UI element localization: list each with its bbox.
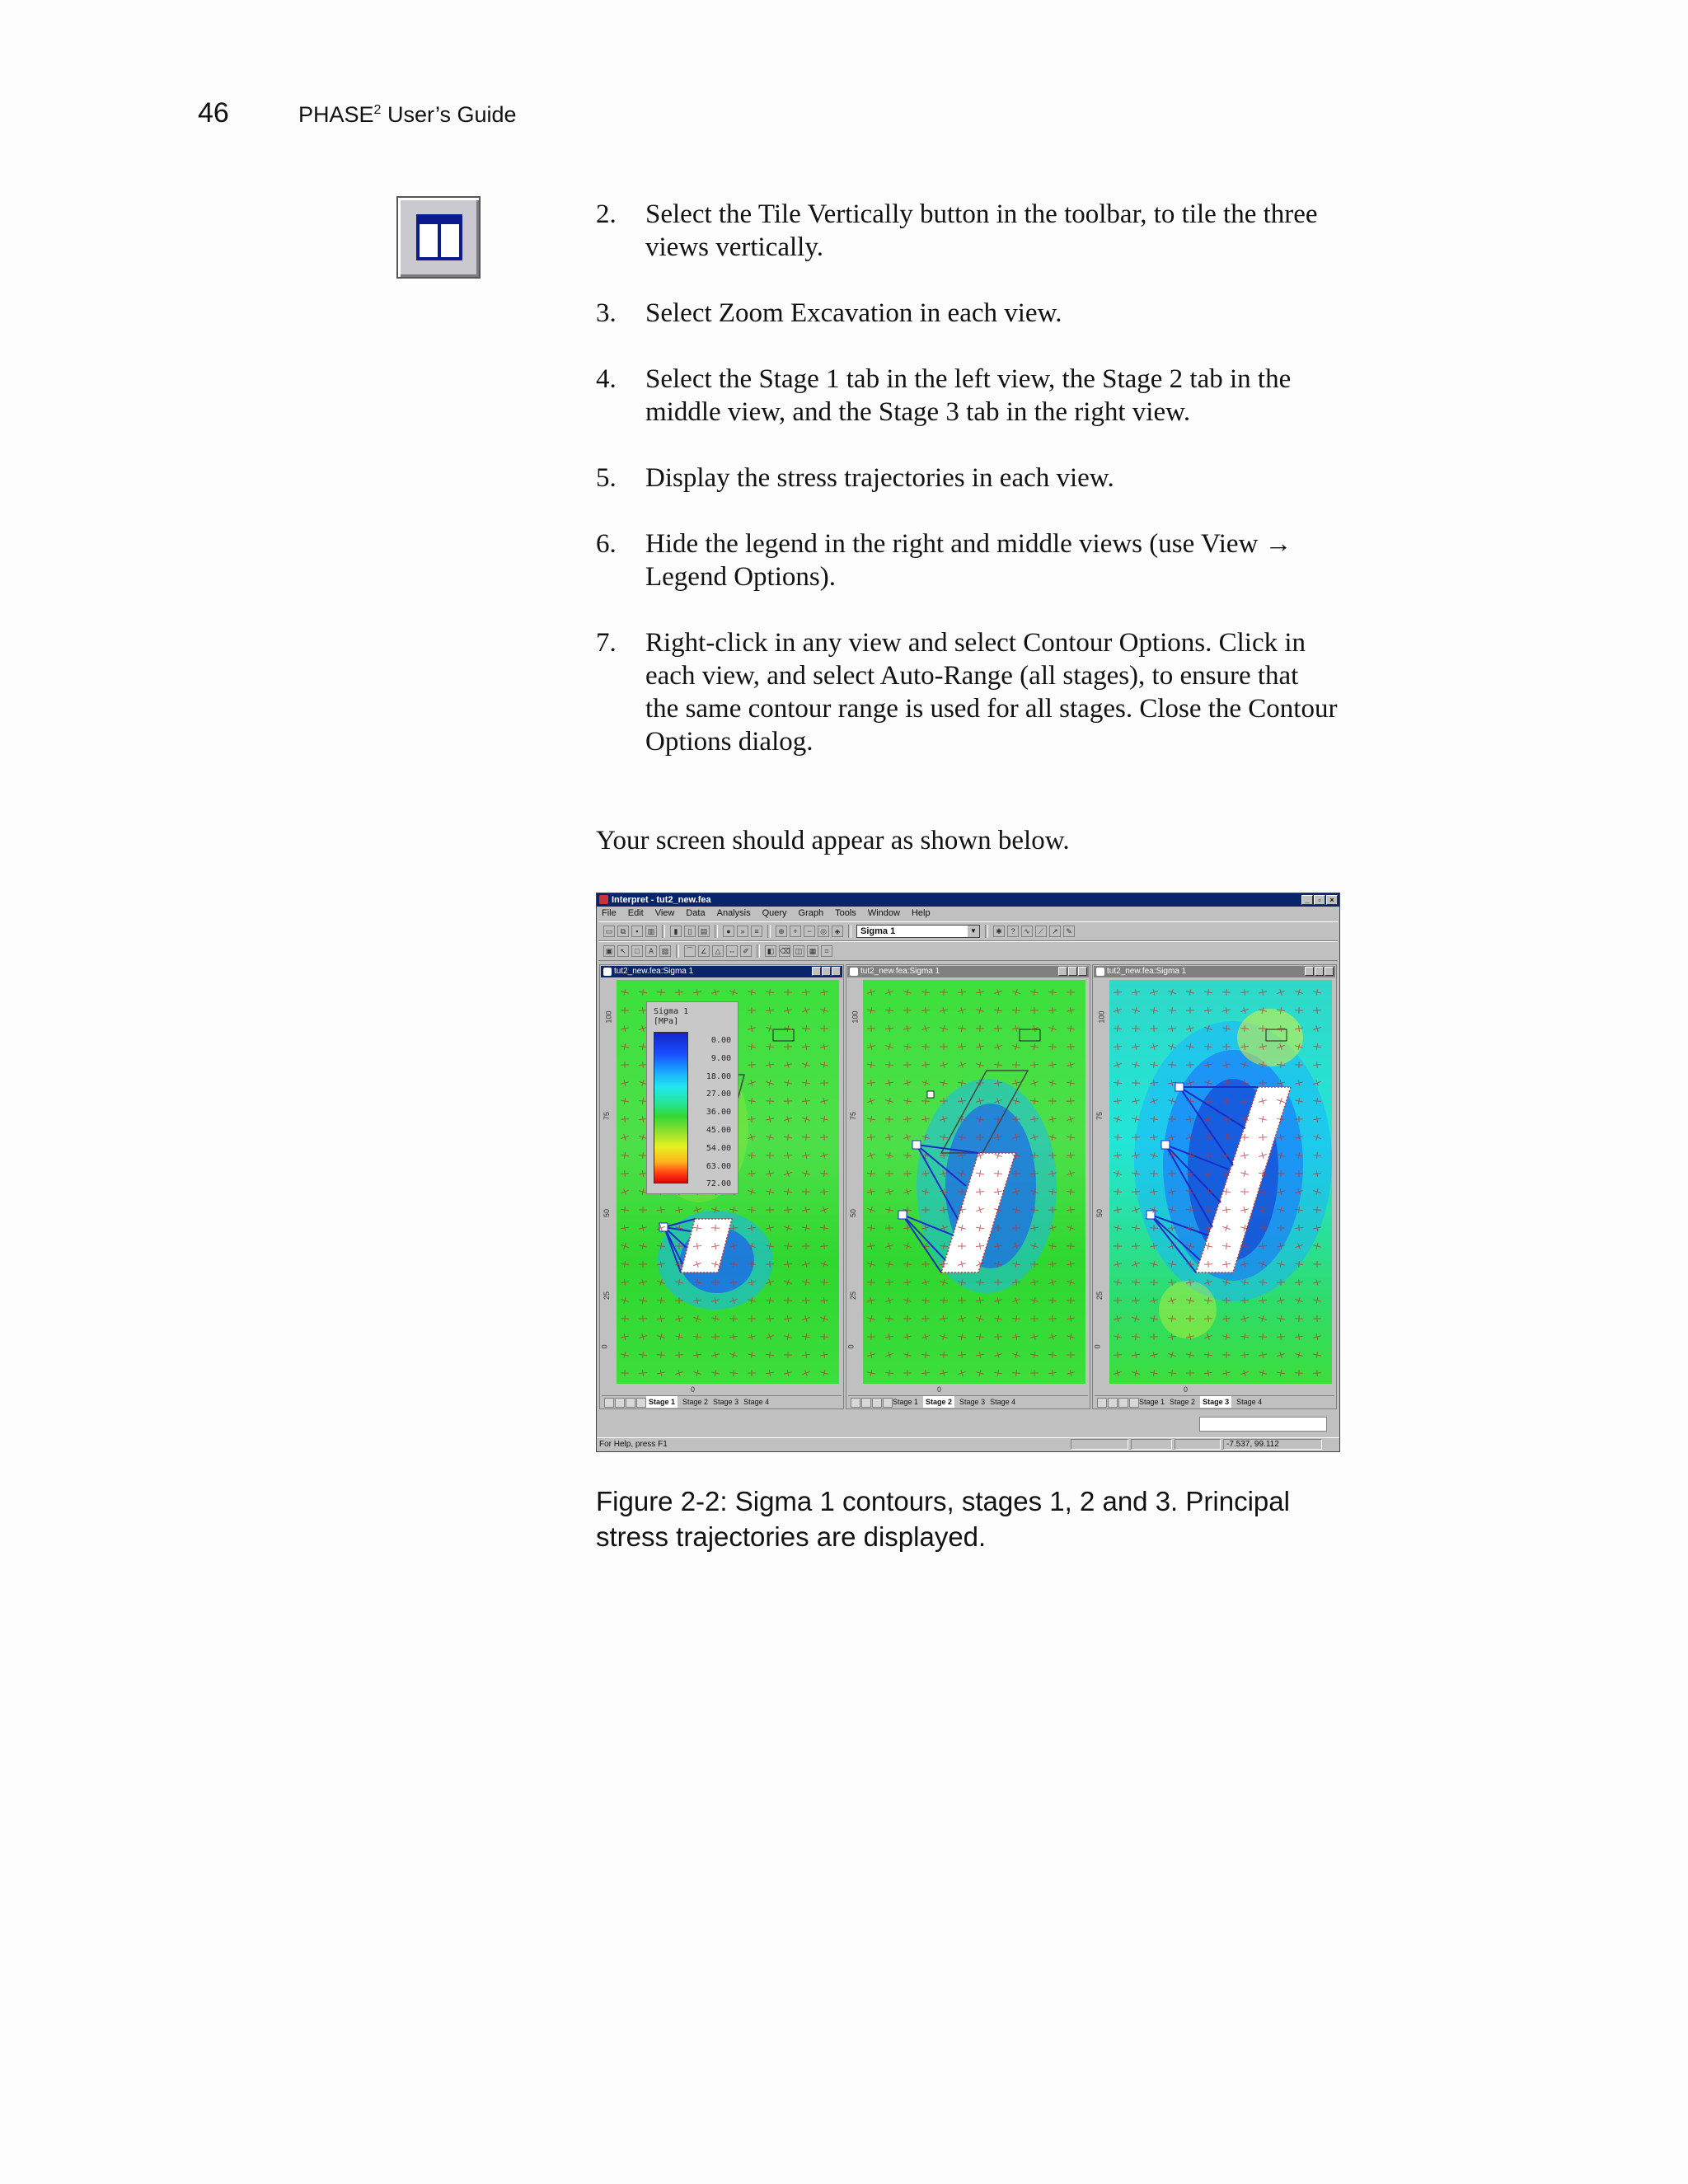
step-text: Select Zoom Excavation in each view. [645, 298, 1062, 328]
y-ruler [848, 980, 861, 1384]
crop-icon[interactable]: ⌗ [821, 945, 832, 957]
data-type-select[interactable] [856, 925, 980, 938]
header-title-main: PHASE [298, 102, 374, 127]
step-text: Select the Stage 1 tab in the left view, the Stage 2 tab in the middle view, and the Stage 3 tab in the right view. [645, 364, 1292, 427]
tab-stage-3[interactable]: Stage 3 [959, 1398, 986, 1406]
page-number: 46 [198, 97, 229, 129]
contour-canvas[interactable] [1109, 980, 1332, 1384]
tab-prev-icon[interactable] [1108, 1398, 1118, 1408]
legend-unit: [MPa] [654, 1017, 679, 1026]
x-tick: 0 [937, 1385, 942, 1394]
stage-tabs [602, 1395, 842, 1408]
legend-value: 54.00 [706, 1143, 731, 1153]
status-cell [1071, 1439, 1128, 1450]
legend-title: Sigma 1 [654, 1007, 689, 1016]
menu-analysis[interactable]: Analysis [716, 908, 751, 918]
zoom-out-icon[interactable]: − [804, 926, 815, 937]
tab-next-icon[interactable] [626, 1398, 635, 1408]
grid-icon[interactable]: ▦ [807, 945, 818, 957]
status-cell [1175, 1439, 1221, 1450]
query-icon[interactable]: ? [1007, 926, 1019, 937]
stage-tabs [848, 1395, 1088, 1408]
step-number: 5. [596, 463, 617, 493]
zoom-all-icon[interactable]: ⊕ [776, 926, 787, 937]
dimension-icon[interactable]: ⇔ [726, 945, 738, 957]
legend-value: 36.00 [706, 1108, 731, 1118]
tab-next-icon[interactable] [1118, 1398, 1128, 1408]
tab-stage-2[interactable]: Stage 2 [682, 1398, 709, 1406]
menu-graph[interactable]: Graph [798, 908, 824, 918]
step-item [596, 363, 1338, 429]
app-icon [599, 895, 608, 904]
tab-prev-icon[interactable] [861, 1398, 871, 1408]
y-tick: 0 [600, 1344, 609, 1349]
maximize-icon[interactable] [822, 967, 831, 976]
y-tick: 0 [1093, 1344, 1102, 1349]
tab-stage-1[interactable]: Stage 1 [893, 1398, 919, 1406]
display-icon[interactable]: ▣ [603, 945, 615, 957]
menu-tools[interactable]: Tools [835, 908, 856, 918]
main-toolbar [598, 921, 1338, 941]
menu-query[interactable]: Query [762, 908, 787, 918]
close-icon[interactable] [1325, 967, 1334, 976]
contour-legend [646, 1001, 738, 1194]
tab-stage-4[interactable]: Stage 4 [743, 1398, 770, 1406]
tab-stage-3[interactable]: Stage 3 [713, 1398, 739, 1406]
tab-last-icon[interactable] [1129, 1398, 1139, 1408]
arrow-icon[interactable]: ↗ [1049, 926, 1061, 937]
contour-canvas[interactable] [617, 980, 839, 1384]
triangle-icon[interactable]: △ [712, 945, 724, 957]
select-icon[interactable]: ↖ [617, 945, 629, 957]
y-tick: 25 [849, 1291, 858, 1301]
tab-prev-icon[interactable] [615, 1398, 625, 1408]
running-header [298, 102, 517, 128]
y-tick: 75 [603, 1111, 612, 1121]
chevron-down-icon: ▼ [968, 926, 979, 937]
header-title-rest: User’s Guide [381, 102, 517, 127]
preview-icon[interactable]: ▯ [684, 926, 696, 937]
tab-stage-3[interactable]: Stage 3 [1200, 1396, 1231, 1408]
tab-first-icon[interactable] [851, 1398, 860, 1408]
close-icon[interactable]: × [1326, 895, 1338, 905]
window-titlebar [597, 893, 1339, 907]
zoom-in-icon[interactable]: + [790, 926, 801, 937]
step-number: 7. [596, 628, 617, 658]
trash-icon[interactable]: ⌫ [780, 947, 790, 955]
instruction-steps [596, 198, 1338, 791]
y-tick: 75 [1095, 1111, 1104, 1121]
y-tick: 50 [603, 1208, 612, 1218]
zoom-excavation-icon[interactable]: ◈ [832, 926, 843, 937]
tile-icon[interactable]: ▥ [645, 926, 657, 937]
minimize-icon[interactable] [812, 967, 821, 976]
x-tick: 0 [1184, 1385, 1189, 1394]
zoom-window-icon[interactable]: ◎ [818, 926, 829, 937]
legend-value: 72.00 [706, 1179, 731, 1189]
save-icon[interactable]: ▪ [631, 926, 643, 937]
stage-next-icon[interactable]: » [737, 926, 748, 937]
menu-bar [597, 907, 1339, 920]
stage-last-icon[interactable]: ≡ [751, 926, 762, 937]
application-screenshot [596, 893, 1340, 1452]
settings-icon[interactable]: ✱ [993, 926, 1005, 937]
contour-canvas[interactable] [863, 980, 1085, 1384]
header-title-sup: 2 [373, 103, 382, 117]
open-icon[interactable]: ▭ [603, 926, 615, 937]
y-tick: 25 [603, 1291, 612, 1301]
copy-icon[interactable]: ⧉ [617, 926, 629, 937]
tab-first-icon[interactable] [604, 1398, 614, 1408]
close-icon[interactable] [1078, 967, 1087, 976]
step-item [596, 297, 1338, 330]
y-tick: 100 [1097, 1010, 1106, 1024]
print-icon[interactable]: ▤ [698, 926, 710, 937]
legend-value: 45.00 [706, 1125, 731, 1135]
tab-stage-1[interactable]: Stage 1 [646, 1396, 678, 1408]
tab-stage-2[interactable]: Stage 2 [923, 1396, 954, 1408]
menu-edit[interactable]: Edit [627, 908, 644, 918]
maximize-icon[interactable] [1315, 967, 1324, 976]
status-bar [597, 1437, 1339, 1451]
pen-icon[interactable]: ✐ [740, 945, 752, 957]
minimize-icon[interactable] [1058, 967, 1067, 976]
tile-vertically-icon [396, 196, 481, 279]
image-icon[interactable]: ▨ [659, 945, 671, 957]
y-tick: 100 [851, 1010, 860, 1024]
rectangle-icon[interactable]: □ [631, 945, 643, 957]
tab-stage-4[interactable]: Stage 4 [1236, 1398, 1263, 1406]
menu-window[interactable]: Window [867, 908, 900, 918]
data-type-value: Sigma 1 [860, 926, 896, 936]
text-icon[interactable]: A [645, 945, 657, 957]
view-title: tut2_new.fea:Sigma 1 [860, 967, 940, 976]
step-number: 4. [596, 364, 617, 394]
y-tick: 25 [1095, 1291, 1104, 1301]
edit-icon[interactable]: ✎ [1063, 926, 1075, 937]
view-panel-stage-3[interactable] [1092, 964, 1337, 1409]
coordinate-readout: -7.537, 99.112 [1223, 1439, 1322, 1450]
step-text: Hide the legend in the right and middle views (use View → Legend Options). [645, 529, 1292, 592]
layers-icon[interactable]: ◫ [793, 945, 804, 957]
legend-colorbar [654, 1032, 688, 1183]
legend-value: 0.00 [710, 1036, 731, 1045]
y-ruler [602, 980, 615, 1384]
view-title: tut2_new.fea:Sigma 1 [614, 967, 694, 976]
view-titlebar [847, 966, 1089, 977]
y-tick: 0 [846, 1344, 856, 1349]
polyline-icon[interactable]: ⌒ [684, 945, 696, 957]
chart-icon[interactable]: ▮ [670, 926, 682, 937]
maximize-icon[interactable] [1068, 967, 1077, 976]
step-item [596, 462, 1338, 494]
figure-caption: Figure 2-2: Sigma 1 contours, stages 1, 2 and 3. Principal stress trajectories are displayed. [596, 1486, 1290, 1552]
step-number: 2. [596, 199, 617, 229]
menu-help[interactable]: Help [911, 908, 931, 918]
y-ruler [1095, 980, 1108, 1384]
tab-last-icon[interactable] [883, 1398, 893, 1408]
stage-first-icon[interactable]: ● [723, 926, 734, 937]
x-tick: 0 [691, 1385, 696, 1394]
y-tick: 50 [849, 1208, 858, 1218]
step-number: 3. [596, 298, 617, 328]
view-title: tut2_new.fea:Sigma 1 [1107, 967, 1187, 976]
tab-last-icon[interactable] [636, 1398, 646, 1408]
step-text: Display the stress trajectories in each view. [645, 463, 1114, 493]
step-text: Select the Tile Vertically button in the toolbar, to tile the three views vertically. [645, 199, 1318, 262]
line-icon[interactable]: ⟋ [1035, 926, 1047, 937]
contour-plot [1109, 980, 1332, 1384]
command-input[interactable] [1199, 1417, 1327, 1432]
view-panel-stage-2[interactable] [846, 964, 1090, 1409]
step-number: 6. [596, 529, 617, 559]
secondary-toolbar [598, 941, 1338, 961]
legend-value: 27.00 [706, 1090, 731, 1099]
menu-data[interactable]: Data [686, 908, 706, 918]
legend-value: 63.00 [706, 1161, 731, 1171]
view-panel-stage-1[interactable] [599, 964, 844, 1409]
tab-stage-4[interactable]: Stage 4 [990, 1398, 1016, 1406]
legend-value: 9.00 [710, 1053, 731, 1063]
y-tick: 50 [1095, 1208, 1104, 1218]
tile-vertically-glyph [416, 214, 462, 260]
tab-next-icon[interactable] [872, 1398, 882, 1408]
minimize-icon[interactable]: _ [1301, 895, 1313, 905]
close-icon[interactable] [832, 967, 841, 976]
minimize-icon[interactable] [1305, 967, 1314, 976]
stage-tabs [1095, 1395, 1334, 1408]
red-tool-icon[interactable]: ◧ [765, 945, 776, 957]
tab-first-icon[interactable] [1097, 1398, 1107, 1408]
after-text: Your screen should appear as shown below. [596, 826, 1070, 855]
graph-icon[interactable]: ∿ [1021, 926, 1033, 937]
status-text: For Help, press F1 [599, 1440, 668, 1449]
step-text: Right-click in any view and select Contour Options. Click in each view, and select Auto-Range (all stages), to ensure that the same contour range is used for all stages. Close the Contour Options dialog. [645, 628, 1338, 757]
contour-plot [863, 980, 1085, 1384]
view-titlebar [1094, 966, 1335, 977]
window-title: Interpret - tut2_new.fea [612, 895, 711, 905]
step-item [596, 198, 1338, 264]
y-tick: 75 [849, 1111, 858, 1121]
tab-stage-1[interactable]: Stage 1 [1139, 1398, 1165, 1406]
y-tick: 100 [604, 1010, 613, 1024]
legend-value: 18.00 [706, 1071, 731, 1081]
angle-icon[interactable]: ∠ [698, 945, 710, 957]
menu-view[interactable]: View [654, 908, 675, 918]
view-titlebar [601, 966, 842, 977]
restore-icon[interactable]: ▫ [1314, 895, 1325, 905]
step-item [596, 527, 1338, 593]
step-item [596, 626, 1338, 758]
status-cell [1131, 1439, 1172, 1450]
menu-file[interactable]: File [602, 908, 617, 918]
tab-stage-2[interactable]: Stage 2 [1170, 1398, 1196, 1406]
